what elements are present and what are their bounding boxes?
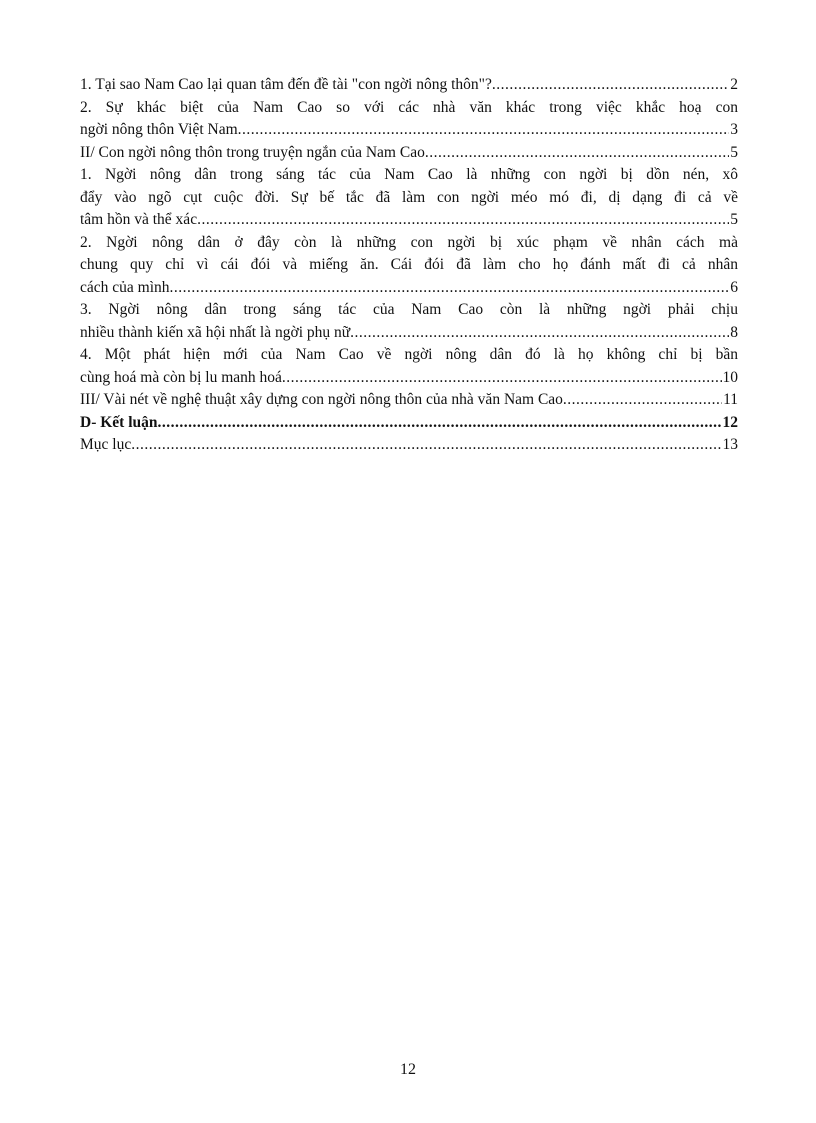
toc-entry-2 [80,97,738,142]
toc-entry-text: ngời nông thôn Việt Nam [80,121,238,138]
toc-entry-text: 2. Sự khác biệt của Nam Cao so với các nhà văn khác trong việc khắc hoạ con [80,98,738,116]
toc-entry-3 [80,142,738,165]
toc-entry-text: 1. Ngời nông dân trong sáng tác của Nam Cao là những con ngời bị dồn nén, xô [80,166,738,183]
toc-entry-text: cùng hoá mà còn bị lu manh hoá [80,368,282,386]
dot-leader [563,389,722,412]
dot-leader [131,434,721,457]
toc-entry-text: III/ Vài nét về nghệ thuật xây dựng con ngời nông thôn của nhà văn Nam Cao [80,391,563,408]
dot-leader [492,74,729,97]
dot-leader [197,209,729,232]
table-of-contents [80,74,738,457]
toc-entry-9 [80,412,738,435]
dot-leader [238,119,730,142]
toc-entry-text: 2. Ngời nông dân ở đây còn là những con ngời bị xúc phạm về nhân cách mà [80,233,738,251]
toc-page-number: 3 [730,121,738,138]
toc-entry-text: chung quy chỉ vì cái đói và miếng ăn. Cái đói đã làm cho họ đánh mất đi cả nhân [80,256,738,273]
dot-leader [350,322,729,345]
toc-entry-8 [80,389,738,412]
dot-leader [158,412,722,435]
toc-entry-text: cách của mình [80,278,170,296]
toc-page-number: 2 [730,76,738,93]
toc-entry-5 [80,232,738,300]
toc-entry-text: II/ Con ngời nông thôn trong truyện ngắn của Nam Cao [80,143,425,161]
toc-page-number: 8 [730,323,738,341]
toc-entry-10 [80,434,738,457]
toc-entry-text: đẩy vào ngõ cụt cuộc đời. Sự bế tắc đã làm con ngời méo mó đi, dị dạng đi cả về [80,188,738,206]
toc-entry-6 [80,299,738,344]
toc-entry-text: Mục lục [80,436,132,453]
toc-entry-text: D- Kết luận [80,413,158,431]
toc-entry-text: 4. Một phát hiện mới của Nam Cao về ngời nông dân đó là họ không chỉ bị bần [80,346,738,363]
dot-leader [425,142,729,165]
toc-entry-7 [80,344,738,389]
toc-entry-4 [80,164,738,232]
toc-page-number: 10 [722,368,738,386]
toc-page-number: 13 [722,436,738,453]
toc-entry-text: tâm hồn và thể xác [80,211,198,228]
dot-leader [282,367,722,390]
dot-leader [170,277,730,300]
toc-page-number: 5 [730,211,738,228]
toc-entry-text: nhiều thành kiến xã hội nhất là ngời phụ nữ [80,323,351,341]
toc-entry-text: 3. Ngời nông dân trong sáng tác của Nam Cao còn là những ngời phải chịu [80,301,738,318]
toc-page-number: 6 [730,278,738,296]
toc-page-number: 11 [723,391,738,408]
toc-page-number: 5 [730,143,738,161]
toc-entry-text: 1. Tại sao Nam Cao lại quan tâm đến đề tài "con ngời nông thôn"? [80,76,492,93]
toc-page-number: 12 [722,413,738,431]
toc-entry-1 [80,74,738,97]
page-number: 12 [400,1061,416,1078]
